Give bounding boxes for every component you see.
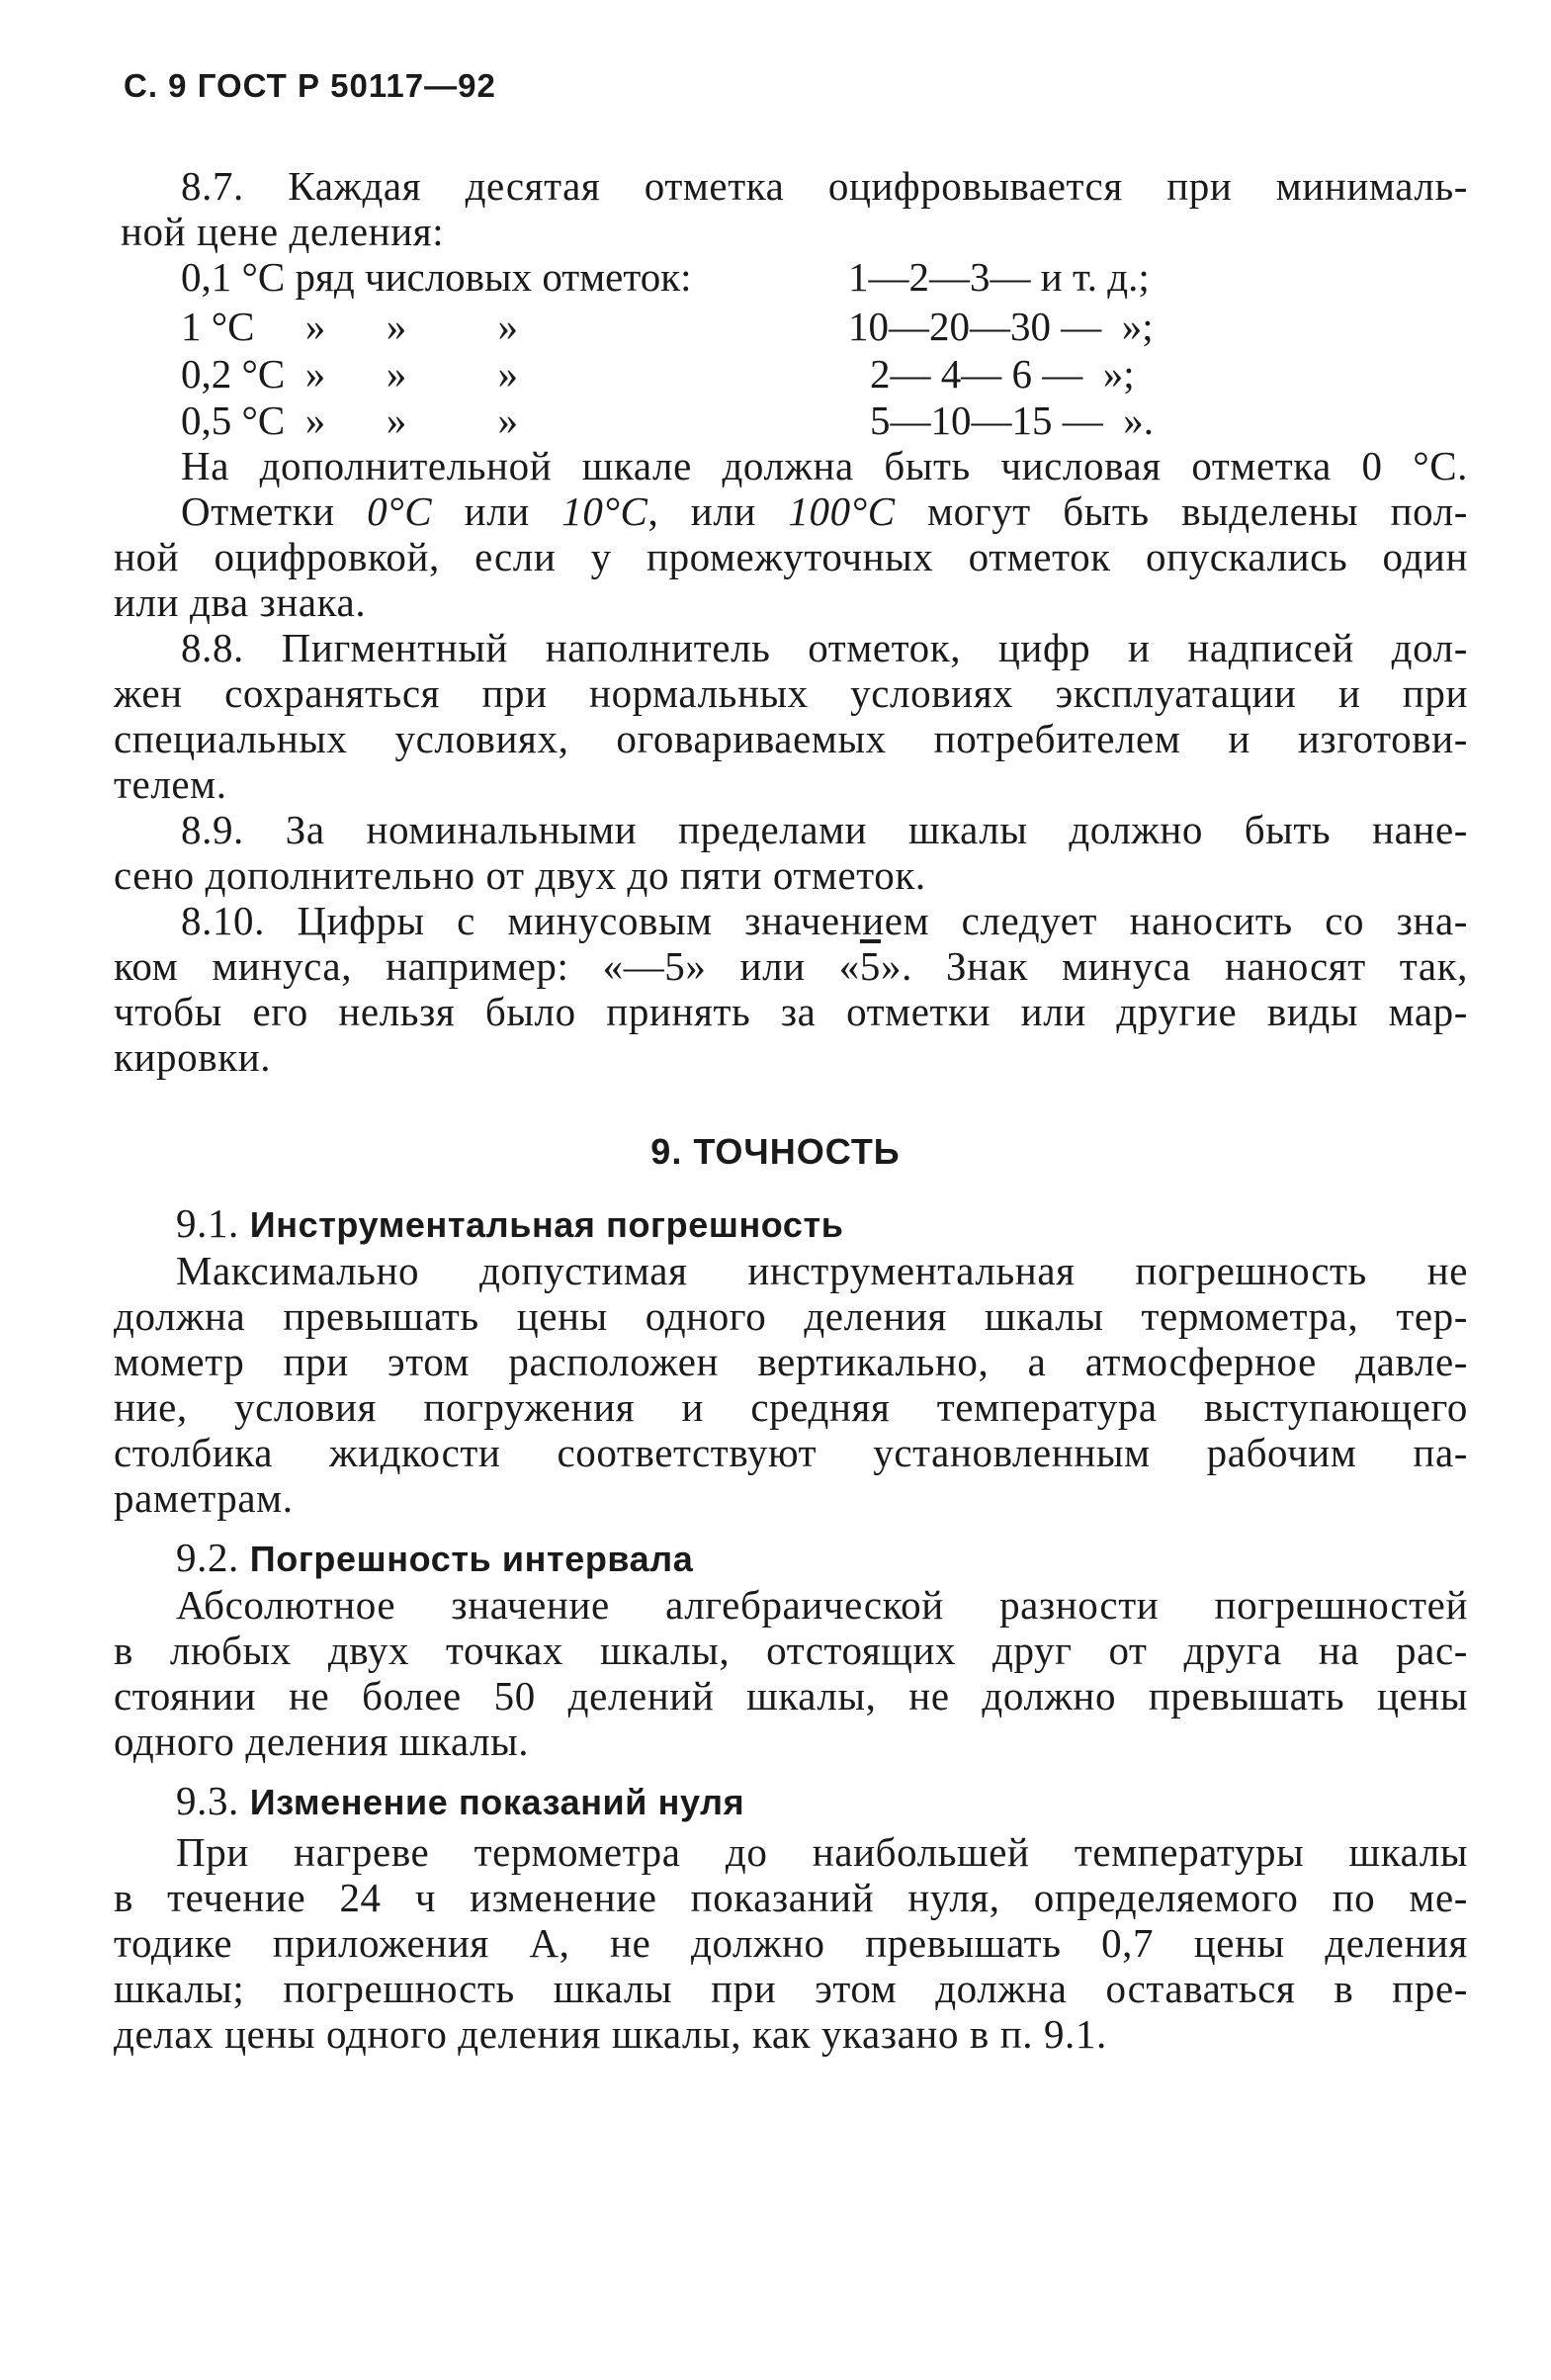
p810-line3: чтобы его нельзя было принять за отметки или другие виды мар- [114, 989, 1468, 1034]
p91-line4: ние, условия погружения и средняя температура выступающего [114, 1384, 1468, 1430]
p92-line4: одного деления шкалы. [114, 1719, 530, 1764]
p88-line4: телем. [114, 761, 227, 807]
p810-line2 [114, 943, 1468, 989]
p89-line2: сено дополнительно от двух до пяти отметок. [114, 852, 926, 898]
scale-row-a-3: 0,2 °С » » » [181, 351, 518, 397]
subsection-title: Инструментальная погрешность [249, 1204, 844, 1245]
subsection-number: 9.1. [176, 1200, 239, 1246]
scale-row-a-4: 0,5 °С » » » [181, 397, 518, 443]
p91-line5: столбика жидкости соответствуют установленным рабочим па- [114, 1430, 1468, 1475]
mark-10c: 10°С [561, 488, 648, 534]
scale-row-b-1: 1—2—3— и т. д.; [848, 254, 1150, 300]
p93-line3: тодике приложения А, не должно превышать 0,7 цены деления [114, 1920, 1468, 1966]
p88-line1: 8.8. Пигментный наполнитель отметок, цифр и надписей дол- [181, 625, 1468, 670]
p810-line4: кировки. [114, 1034, 272, 1080]
p92-heading [176, 1535, 1530, 1582]
page-header: С. 9 ГОСТ Р 50117—92 [124, 67, 496, 104]
minus-example-text: ком минуса, например: «—5» или « [114, 943, 860, 989]
p92-line2: в любых двух точках шкалы, отстоящих друг от друга на рас- [114, 1628, 1468, 1673]
p88-line3: специальных условиях, оговариваемых потребителем и изготови- [114, 716, 1468, 761]
marks-text: Отметки [181, 488, 368, 534]
p91-line2: должна превышать цены одного деления шкалы термометра, тер- [114, 1293, 1468, 1339]
section-heading: 9. ТОЧНОСТЬ [650, 1131, 901, 1172]
p92-line1: Абсолютное значение алгебраической разности погрешностей [176, 1582, 1468, 1628]
scale-row-a-1: 0,1 °С ряд числовых отметок: [181, 254, 692, 300]
mark-100c: 100°С [788, 488, 896, 534]
p93-line4: шкалы; погрешность шкалы при этом должна оставаться в пре- [114, 1966, 1468, 2011]
subsection-title: Изменение показаний нуля [249, 1782, 745, 1822]
scale-row-b-4: 5—10—15 — ». [870, 397, 1154, 443]
p92-line3: стоянии не более 50 делений шкалы, не должно превышать цены [114, 1673, 1468, 1719]
p91-heading [176, 1200, 1530, 1248]
p93-line2: в течение 24 ч изменение показаний нуля, определяемого по ме- [114, 1875, 1468, 1920]
scale-row-b-2: 10—20—30 — »; [848, 304, 1154, 349]
subsection-number: 9.2. [176, 1535, 239, 1580]
p89-line1: 8.9. За номинальными пределами шкалы должно быть нане- [181, 807, 1468, 852]
minus-example-text: ». Знак минуса наносят так, [880, 943, 1468, 989]
marks-text: могут быть выделены пол- [895, 488, 1469, 534]
p87-extra: На дополнительной шкале должна быть числовая отметка 0 °С. [181, 443, 1468, 488]
overlined-five: 5 [859, 943, 881, 989]
p91-line3: мометр при этом расположен вертикально, а атмосферное давле- [114, 1339, 1468, 1384]
p87-line2: ной цене деления: [121, 209, 445, 254]
marks-text: , или [647, 488, 789, 534]
subsection-number: 9.3. [176, 1778, 239, 1823]
p93-heading [176, 1778, 1530, 1825]
scale-row-a-2: 1 °С » » » [181, 304, 518, 349]
p87-line4: или два знака. [114, 579, 367, 625]
p91-line1: Максимально допустимая инструментальная погрешность не [176, 1248, 1468, 1293]
p87-marks-line [181, 488, 1468, 534]
mark-0c: 0°С [367, 488, 433, 534]
p87-line1: 8.7. Каждая десятая отметка оцифровывается при минималь- [181, 163, 1468, 209]
p93-line1: При нагреве термометра до наибольшей температуры шкалы [176, 1829, 1468, 1875]
p810-line1: 8.10. Цифры с минусовым значением следует наносить со зна- [181, 898, 1468, 943]
subsection-title: Погрешность интервала [249, 1539, 694, 1579]
p87-line3: ной оцифровкой, если у промежуточных отметок опускались один [114, 534, 1468, 579]
marks-text: или [432, 488, 562, 534]
p93-line5: делах цены одного деления шкалы, как указано в п. 9.1. [114, 2011, 1107, 2057]
p91-line6: раметрам. [114, 1475, 294, 1521]
scale-row-b-3: 2— 4— 6 — »; [870, 351, 1135, 397]
p88-line2: жен сохраняться при нормальных условиях эксплуатации и при [114, 670, 1468, 716]
